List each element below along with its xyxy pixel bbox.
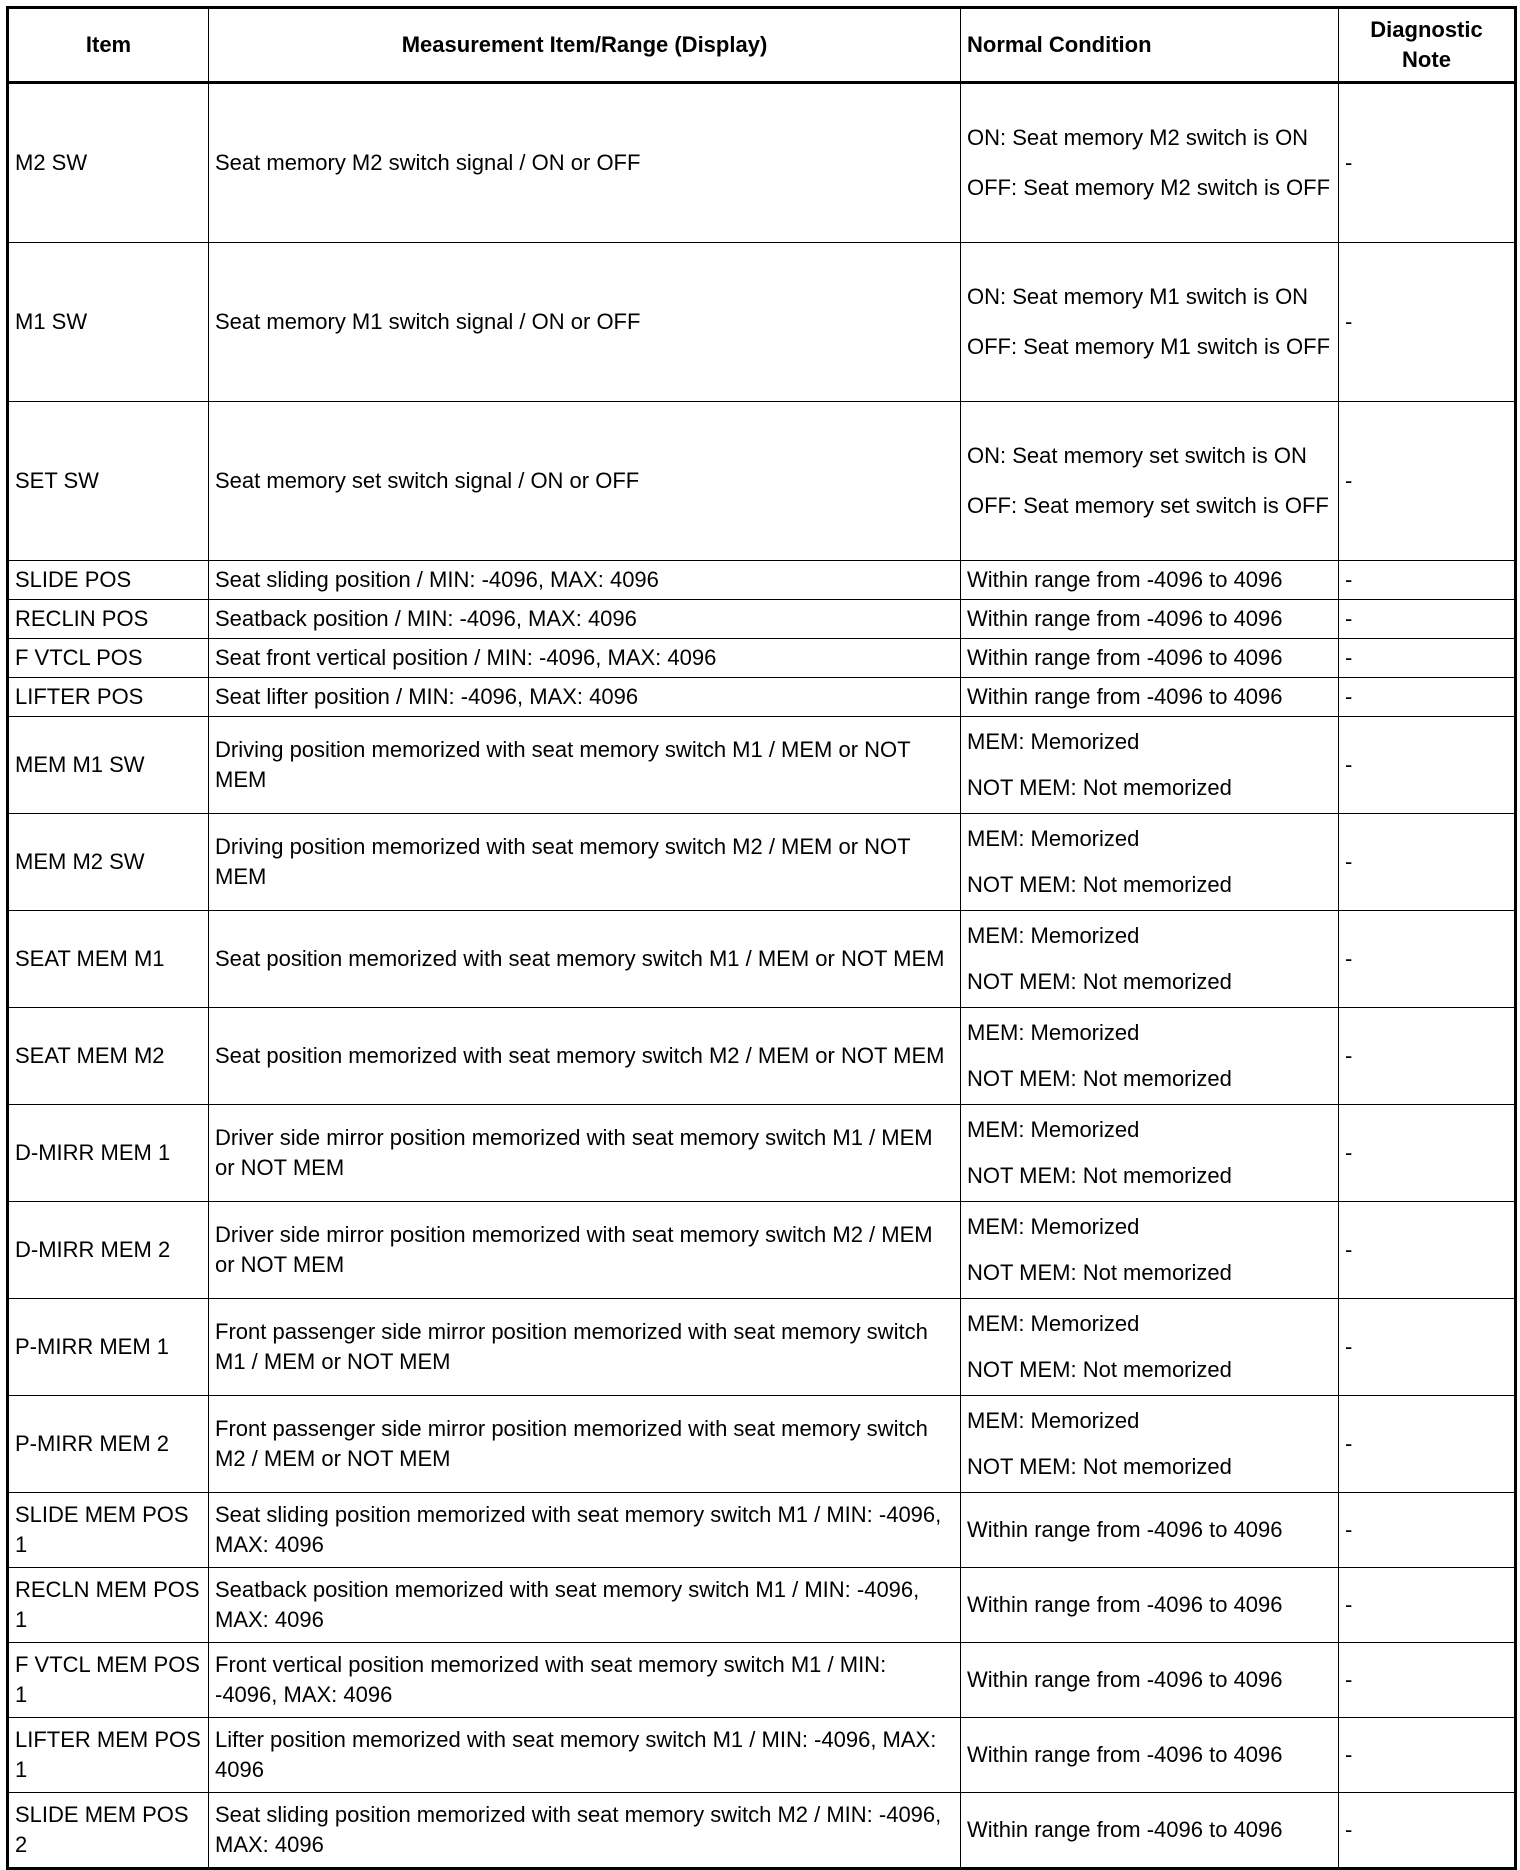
- condition-not-mem: NOT MEM: Not memorized: [967, 1357, 1232, 1382]
- diagnostic-note-cell: -: [1339, 1396, 1516, 1493]
- table-row: [8, 1396, 1516, 1493]
- diagnostic-note-cell: -: [1339, 814, 1516, 911]
- diagnostic-note-cell: -: [1339, 600, 1516, 639]
- measurement-cell: Driver side mirror position memorized with seat memory switch M2 / MEM or NOT MEM: [209, 1202, 961, 1299]
- diagnostic-note-cell: -: [1339, 1568, 1516, 1643]
- diagnostic-note-cell: -: [1339, 678, 1516, 717]
- item-cell: SLIDE MEM POS 1: [8, 1493, 209, 1568]
- item-cell: MEM M2 SW: [8, 814, 209, 911]
- normal-condition-cell: [961, 1396, 1339, 1493]
- document-sheet: [6, 6, 1514, 1870]
- diagnostic-note-cell: -: [1339, 639, 1516, 678]
- condition-not-mem: NOT MEM: Not memorized: [967, 1454, 1232, 1479]
- condition-mem: MEM: Memorized: [967, 1117, 1140, 1143]
- table-row: [8, 1793, 1516, 1869]
- condition-not-mem: NOT MEM: Not memorized: [967, 969, 1232, 994]
- table-row: [8, 1643, 1516, 1718]
- normal-condition-cell: [961, 717, 1339, 814]
- item-cell: RECLIN POS: [8, 600, 209, 639]
- item-cell: P-MIRR MEM 1: [8, 1299, 209, 1396]
- measurement-cell: Lifter position memorized with seat memory switch M1 / MIN: -4096, MAX: 4096: [209, 1718, 961, 1793]
- normal-condition-cell: [961, 402, 1339, 561]
- table-row: [8, 814, 1516, 911]
- condition-not-mem: NOT MEM: Not memorized: [967, 775, 1232, 800]
- condition-mem: MEM: Memorized: [967, 729, 1140, 755]
- condition-mem: MEM: Memorized: [967, 923, 1140, 949]
- condition-off: OFF: Seat memory M2 switch is OFF: [967, 175, 1331, 200]
- table-row: [8, 402, 1516, 561]
- normal-condition-cell: Within range from -4096 to 4096: [961, 600, 1339, 639]
- table-row: [8, 678, 1516, 717]
- item-cell: SEAT MEM M1: [8, 911, 209, 1008]
- item-cell: M2 SW: [8, 83, 209, 243]
- diagnostic-note-cell: -: [1339, 561, 1516, 600]
- item-cell: LIFTER MEM POS 1: [8, 1718, 209, 1793]
- normal-condition-cell: [961, 1105, 1339, 1202]
- table-row: [8, 561, 1516, 600]
- item-cell: LIFTER POS: [8, 678, 209, 717]
- measurement-cell: Seat memory M2 switch signal / ON or OFF: [209, 83, 961, 243]
- diagnostic-note-cell: -: [1339, 402, 1516, 561]
- diagnostic-note-cell: -: [1339, 243, 1516, 402]
- normal-condition-cell: [961, 243, 1339, 402]
- item-cell: RECLN MEM POS 1: [8, 1568, 209, 1643]
- table-row: [8, 1299, 1516, 1396]
- diagnostic-note-cell: -: [1339, 911, 1516, 1008]
- condition-not-mem: NOT MEM: Not memorized: [967, 1066, 1232, 1091]
- item-cell: SEAT MEM M2: [8, 1008, 209, 1105]
- measurement-cell: Seatback position / MIN: -4096, MAX: 4096: [209, 600, 961, 639]
- normal-condition-cell: [961, 1299, 1339, 1396]
- table-row: [8, 1568, 1516, 1643]
- normal-condition-cell: Within range from -4096 to 4096: [961, 1643, 1339, 1718]
- item-cell: D-MIRR MEM 1: [8, 1105, 209, 1202]
- measurement-cell: Seat sliding position memorized with seat memory switch M2 / MIN: -4096, MAX: 4096: [209, 1793, 961, 1869]
- measurement-cell: Front passenger side mirror position memorized with seat memory switch M2 / MEM or NOT MEM: [209, 1396, 961, 1493]
- condition-on: ON: Seat memory set switch is ON: [967, 443, 1307, 469]
- normal-condition-cell: [961, 1008, 1339, 1105]
- measurement-cell: Seat position memorized with seat memory switch M1 / MEM or NOT MEM: [209, 911, 961, 1008]
- table-row: [8, 1493, 1516, 1568]
- table-row: [8, 1008, 1516, 1105]
- condition-off: OFF: Seat memory set switch is OFF: [967, 493, 1329, 518]
- item-cell: D-MIRR MEM 2: [8, 1202, 209, 1299]
- normal-condition-cell: Within range from -4096 to 4096: [961, 1793, 1339, 1869]
- measurement-cell: Driver side mirror position memorized with seat memory switch M1 / MEM or NOT MEM: [209, 1105, 961, 1202]
- item-cell: MEM M1 SW: [8, 717, 209, 814]
- condition-mem: MEM: Memorized: [967, 1214, 1140, 1240]
- item-cell: SLIDE POS: [8, 561, 209, 600]
- diagnostic-note-cell: -: [1339, 1718, 1516, 1793]
- header-item: Item: [8, 8, 209, 83]
- table-header-row: [8, 8, 1516, 83]
- diagnostic-note-cell: -: [1339, 83, 1516, 243]
- header-normal-condition: Normal Condition: [961, 8, 1339, 83]
- item-cell: SLIDE MEM POS 2: [8, 1793, 209, 1869]
- measurement-cell: Front vertical position memorized with seat memory switch M1 / MIN: -4096, MAX: 4096: [209, 1643, 961, 1718]
- header-diagnostic-note: Diagnostic Note: [1339, 8, 1516, 83]
- item-cell: SET SW: [8, 402, 209, 561]
- normal-condition-cell: [961, 1202, 1339, 1299]
- item-cell: P-MIRR MEM 2: [8, 1396, 209, 1493]
- condition-not-mem: NOT MEM: Not memorized: [967, 1260, 1232, 1285]
- item-cell: F VTCL POS: [8, 639, 209, 678]
- condition-on: ON: Seat memory M2 switch is ON: [967, 125, 1309, 151]
- measurement-cell: Front passenger side mirror position memorized with seat memory switch M1 / MEM or NOT MEM: [209, 1299, 961, 1396]
- measurement-cell: Seat sliding position memorized with seat memory switch M1 / MIN: -4096, MAX: 4096: [209, 1493, 961, 1568]
- table-row: [8, 717, 1516, 814]
- diagnostic-note-cell: -: [1339, 1299, 1516, 1396]
- condition-on: ON: Seat memory M1 switch is ON: [967, 284, 1309, 310]
- diagnostic-note-cell: -: [1339, 1493, 1516, 1568]
- table-row: [8, 243, 1516, 402]
- normal-condition-cell: [961, 814, 1339, 911]
- measurement-cell: Seat sliding position / MIN: -4096, MAX: 4096: [209, 561, 961, 600]
- normal-condition-cell: [961, 911, 1339, 1008]
- measurement-cell: Driving position memorized with seat memory switch M1 / MEM or NOT MEM: [209, 717, 961, 814]
- diagnostic-note-cell: -: [1339, 717, 1516, 814]
- normal-condition-cell: Within range from -4096 to 4096: [961, 678, 1339, 717]
- measurement-cell: Seat lifter position / MIN: -4096, MAX: 4096: [209, 678, 961, 717]
- condition-mem: MEM: Memorized: [967, 1311, 1140, 1337]
- diagnostic-note-cell: -: [1339, 1643, 1516, 1718]
- diagnostic-note-cell: -: [1339, 1105, 1516, 1202]
- item-cell: F VTCL MEM POS 1: [8, 1643, 209, 1718]
- data-monitor-table: [6, 6, 1517, 1870]
- measurement-cell: Seat memory set switch signal / ON or OFF: [209, 402, 961, 561]
- condition-mem: MEM: Memorized: [967, 1020, 1140, 1046]
- normal-condition-cell: Within range from -4096 to 4096: [961, 561, 1339, 600]
- table-row: [8, 83, 1516, 243]
- condition-mem: MEM: Memorized: [967, 1408, 1140, 1434]
- normal-condition-cell: Within range from -4096 to 4096: [961, 1568, 1339, 1643]
- condition-not-mem: NOT MEM: Not memorized: [967, 872, 1232, 897]
- diagnostic-note-cell: -: [1339, 1008, 1516, 1105]
- condition-mem: MEM: Memorized: [967, 826, 1140, 852]
- table-row: [8, 911, 1516, 1008]
- normal-condition-cell: Within range from -4096 to 4096: [961, 1718, 1339, 1793]
- condition-not-mem: NOT MEM: Not memorized: [967, 1163, 1232, 1188]
- table-row: [8, 1105, 1516, 1202]
- diagnostic-note-cell: -: [1339, 1202, 1516, 1299]
- measurement-cell: Seatback position memorized with seat memory switch M1 / MIN: -4096, MAX: 4096: [209, 1568, 961, 1643]
- normal-condition-cell: Within range from -4096 to 4096: [961, 1493, 1339, 1568]
- item-cell: M1 SW: [8, 243, 209, 402]
- condition-off: OFF: Seat memory M1 switch is OFF: [967, 334, 1331, 359]
- normal-condition-cell: [961, 83, 1339, 243]
- table-row: [8, 639, 1516, 678]
- table-row: [8, 600, 1516, 639]
- measurement-cell: Seat front vertical position / MIN: -4096, MAX: 4096: [209, 639, 961, 678]
- table-row: [8, 1202, 1516, 1299]
- diagnostic-note-cell: -: [1339, 1793, 1516, 1869]
- table-row: [8, 1718, 1516, 1793]
- header-measurement: Measurement Item/Range (Display): [209, 8, 961, 83]
- normal-condition-cell: Within range from -4096 to 4096: [961, 639, 1339, 678]
- measurement-cell: Seat position memorized with seat memory switch M2 / MEM or NOT MEM: [209, 1008, 961, 1105]
- measurement-cell: Driving position memorized with seat memory switch M2 / MEM or NOT MEM: [209, 814, 961, 911]
- measurement-cell: Seat memory M1 switch signal / ON or OFF: [209, 243, 961, 402]
